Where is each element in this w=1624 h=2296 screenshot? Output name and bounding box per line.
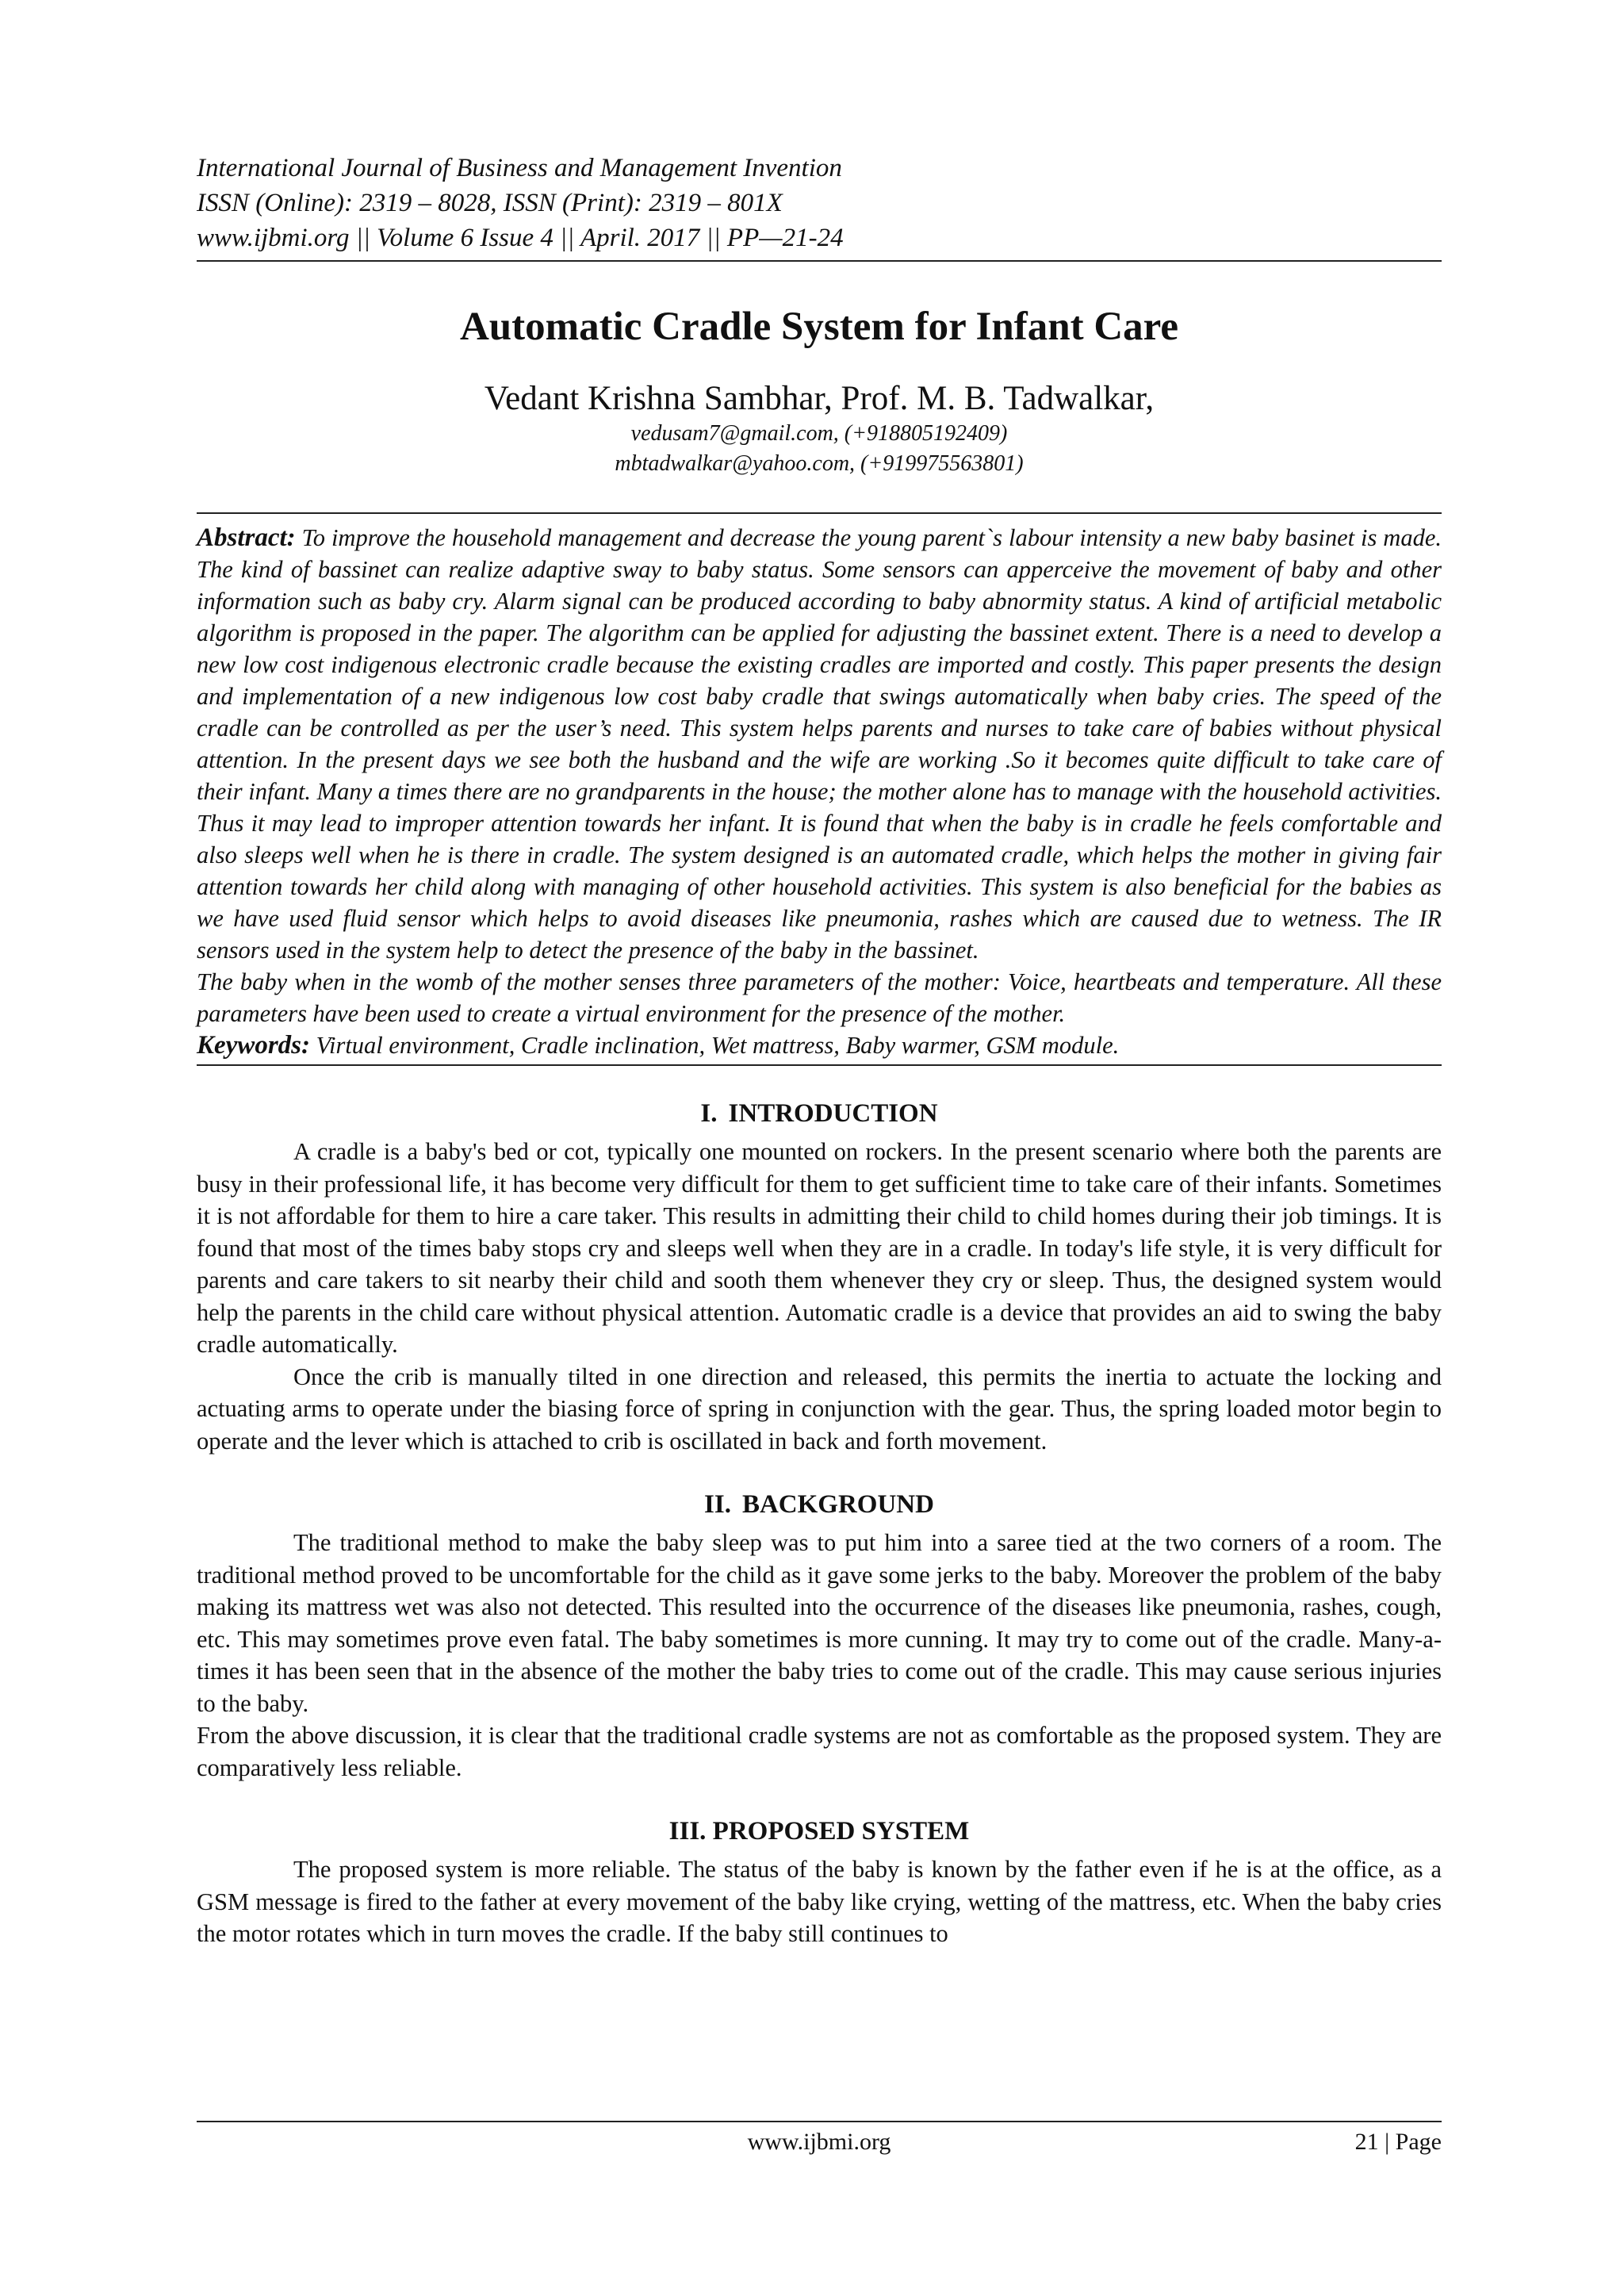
section-proposed-system bbox=[197, 1853, 1442, 1950]
page-content bbox=[197, 151, 1442, 1950]
keywords bbox=[197, 1029, 1442, 1061]
section-number: I. bbox=[700, 1099, 718, 1128]
header-divider bbox=[197, 260, 1442, 262]
paper-authors: Vedant Krishna Sambhar, Prof. M. B. Tadwalkar, bbox=[484, 380, 1155, 417]
page-footer bbox=[197, 2121, 1442, 2168]
journal-issue-info: www.ijbmi.org || Volume 6 Issue 4 || April. 2017 || PP—21-24 bbox=[197, 224, 844, 252]
paper-title: Automatic Cradle System for Infant Care bbox=[459, 305, 1179, 349]
abstract-bottom-divider bbox=[197, 1064, 1442, 1066]
footer-website: www.ijbmi.org bbox=[747, 2129, 891, 2155]
keywords-label: Keywords: bbox=[197, 1031, 310, 1060]
intro-paragraph-2: Once the crib is manually tilted in one direction and released, this permits the inertia to actuate the locking and actuating arms to operate under the biasing force of spring in conjunction with the gear. Thus, the spring loaded motor begin to operate and the lever which is attached to crib is oscillated in back and forth movement. bbox=[197, 1363, 1442, 1455]
intro-paragraph-1: A cradle is a baby's bed or cot, typically one mounted on rockers. In the present scenario where both the parents are busy in their professional life, it has become very difficult for them to get sufficient time to take care of their infants. Sometimes it is not affordable for them to hire a care taker. This results in admitting their child to child homes during their job timings. It is found that most of the times baby stops cry and sleeps well when they are in a cradle. In today's life style, it is very difficult for parents and care takers to sit nearby their child and sooth them whenever they cry or sleep. Thus, the designed system would help the parents in the child care without physical attention. Automatic cradle is a device that provides an aid to swing the baby cradle automatically. bbox=[197, 1138, 1442, 1358]
proposed-paragraph-1: The proposed system is more reliable. The status of the baby is known by the father even if he is at the office, as a GSM message is fired to the father at every movement of the baby like crying, wetting of the mattress, etc. When the baby cries the motor rotates which in turn moves the cradle. If the baby still continues to bbox=[197, 1856, 1442, 1947]
page-number: 21 | Page bbox=[1354, 2129, 1442, 2155]
background-paragraph-2: From the above discussion, it is clear that the traditional cradle systems are not as comfortable as the proposed system. They are comparatively less reliable. bbox=[197, 1722, 1442, 1781]
footer-divider bbox=[197, 2121, 1442, 2122]
section-introduction bbox=[197, 1136, 1442, 1457]
abstract-paragraph-2: The baby when in the womb of the mother senses three parameters of the mother: Voice, heartbeats and temperature. All these parameters have been used to create a virtual environment for the presence of the mother. bbox=[197, 968, 1442, 1027]
author-contact-1: vedusam7@gmail.com, (+918805192409) bbox=[630, 421, 1008, 446]
section-heading-proposed-system: III. PROPOSED SYSTEM bbox=[668, 1817, 970, 1846]
journal-name: International Journal of Business and Management Invention bbox=[197, 154, 842, 182]
abstract bbox=[197, 522, 1442, 1029]
section-title: INTRODUCTION bbox=[728, 1099, 938, 1128]
journal-issn: ISSN (Online): 2319 – 8028, ISSN (Print): 2319 – 801X bbox=[197, 189, 783, 217]
abstract-top-divider bbox=[197, 512, 1442, 514]
abstract-paragraph-1: To improve the household management and decrease the young parent`s labour intensity a new baby basinet is made. The kind of bassinet can realize adaptive sway to baby status. Some sensors can apperceive the movement of baby and other information such as baby cry. Alarm signal can be produced according to baby abnormity status. A kind of artificial metabolic algorithm is proposed in the paper. The algorithm can be applied for adjusting the bassinet extent. There is a need to develop a new low cost indigenous electronic cradle because the existing cradles are imported and costly. This paper presents the design and implementation of a new indigenous low cost baby cradle that swings automatically when baby cries. The speed of the cradle can be controlled as per the user’s need. This system helps parents and nurses to take care of babies without physical attention. In the present days we see both the husband and the wife are working .So it becomes quite difficult to take care of their infant. Many a times there are no grandparents in the house; the mother alone has to manage with the household activities. Thus it may lead to improper attention towards her infant. It is found that when the baby is in cradle he feels comfortable and also sleeps well when he is there in cradle. The system designed is an automated cradle, which helps the mother in giving fair attention towards her child along with managing of other household activities. This system is also beneficial for the babies as we have used fluid sensor which helps to avoid diseases like pneumonia, rashes which are caused due to wetness. The IR sensors used in the system help to detect the presence of the baby in the bassinet. bbox=[197, 524, 1442, 964]
journal-header bbox=[197, 151, 1442, 255]
section-title: BACKGROUND bbox=[741, 1490, 934, 1519]
section-background bbox=[197, 1527, 1442, 1784]
abstract-label: Abstract: bbox=[197, 523, 296, 552]
keywords-text: Virtual environment, Cradle inclination, Wet mattress, Baby warmer, GSM module. bbox=[310, 1032, 1120, 1059]
section-heading-background bbox=[197, 1489, 1442, 1520]
section-heading-introduction bbox=[197, 1098, 1442, 1129]
section-number: II. bbox=[704, 1490, 731, 1519]
background-paragraph-1: The traditional method to make the baby sleep was to put him into a saree tied at the two corners of a room. The traditional method proved to be uncomfortable for the child as it gave some jerks to the baby. Moreover the problem of the baby making its mattress wet was also not detected. This resulted into the occurrence of the diseases like pneumonia, rashes, cough, etc. This may sometimes prove even fatal. The baby sometimes is more cunning. It may try to come out of the cradle. Many-a-times it has been seen that in the absence of the mother the baby tries to come out of the cradle. This may cause serious injuries to the baby. bbox=[197, 1529, 1442, 1717]
author-contact-2: mbtadwalkar@yahoo.com, (+919975563801) bbox=[615, 451, 1024, 476]
